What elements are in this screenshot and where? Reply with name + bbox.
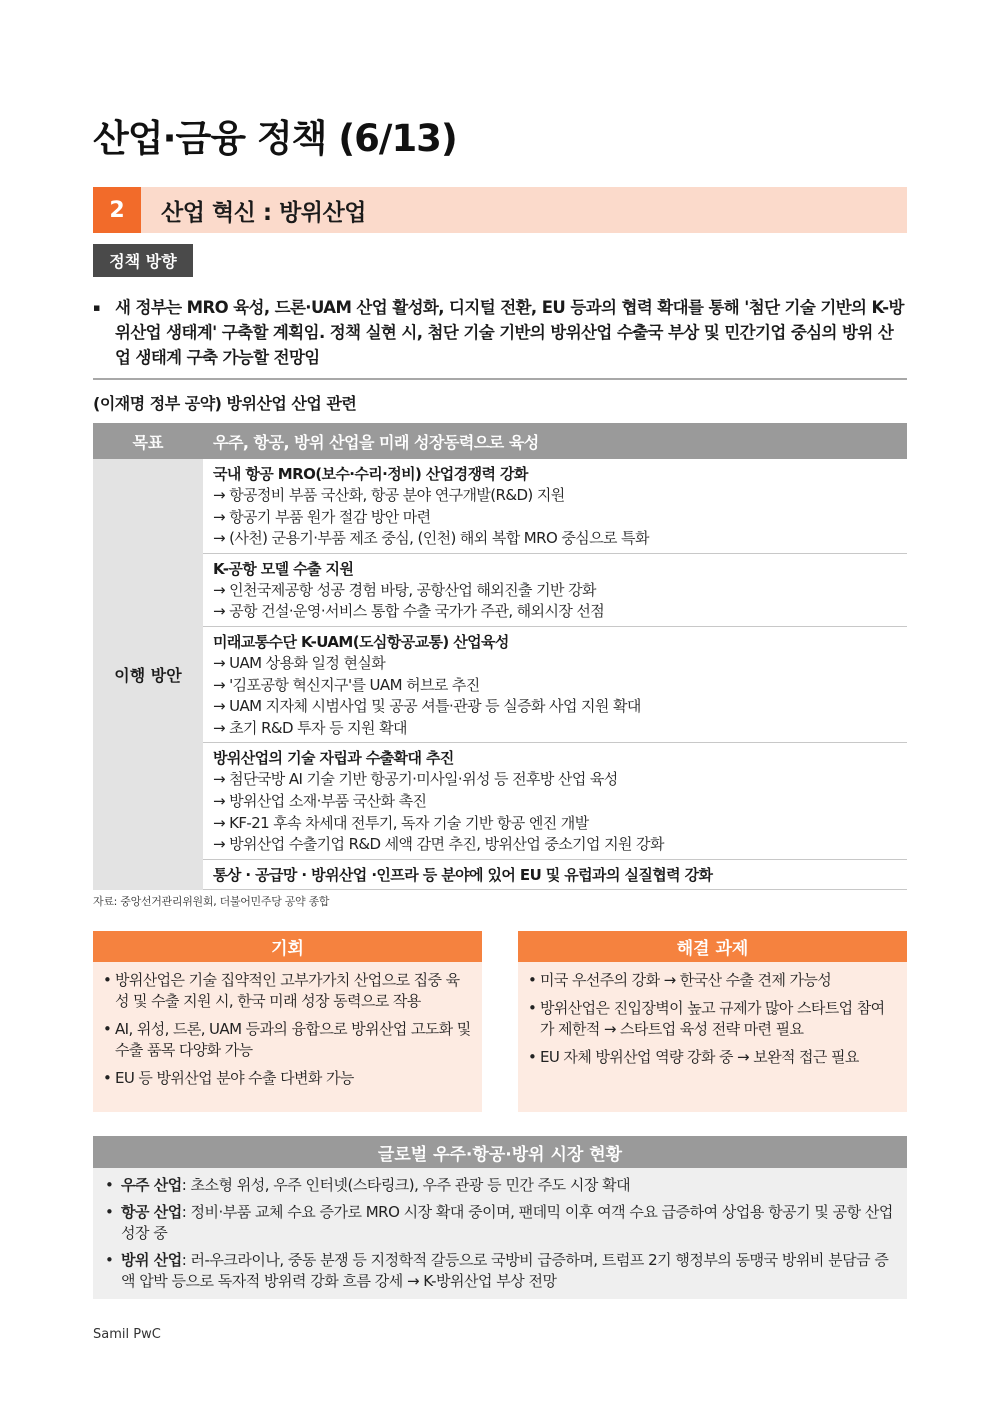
opportunity-title: 기회	[93, 931, 482, 962]
plan-group-title: 방위산업의 기술 자립과 수출확대 추진	[213, 749, 454, 768]
page-title: 산업·금융 정책 (6/13)	[93, 117, 457, 160]
plan-item: → UAM 지자체 시범사업 및 공공 셔틀·관광 등 실증화 사업 지원 확대	[213, 697, 641, 716]
plan-item: → 항공정비 부품 국산화, 항공 분야 연구개발(R&D) 지원	[213, 486, 565, 504]
plan-item: → 방위산업 수출기업 R&D 세액 감면 추진, 방위산업 중소기업 지원 강화	[213, 835, 664, 854]
policy-summary	[93, 295, 907, 370]
source-note: 자료: 중앙선거관리위원회, 더불어민주당 공약 종합	[93, 895, 330, 908]
market-item-label: 우주 산업	[121, 1176, 182, 1194]
market-status-box	[93, 1136, 907, 1299]
market-item-text: : 초소형 위성, 우주 인터넷(스타링크), 우주 관광 등 민간 주도 시장 확대	[181, 1176, 631, 1194]
table-heading: (이재명 정부 공약) 방위산업 산업 관련	[93, 394, 357, 413]
plan-item: → KF-21 후속 차세대 전투기, 독자 기술 기반 항공 엔진 개발	[213, 813, 589, 832]
plan-group	[203, 860, 907, 890]
plan-item: → 항공기 부품 원가 절감 방안 마련	[213, 507, 431, 526]
plan-group	[203, 554, 907, 627]
plan-group-title: K-공항 모델 수출 지원	[213, 559, 354, 578]
goal-label: 목표	[132, 432, 164, 452]
implementation-row	[93, 459, 907, 890]
plan-item: → 공항 건설·운영·서비스 통합 수출 국가가 주관, 해외시장 선점	[213, 602, 605, 621]
list-item: • EU 등 방위산업 분야 수출 다변화 가능	[103, 1068, 472, 1089]
implementation-label: 이행 방안	[93, 459, 203, 890]
list-item: • AI, 위성, 드론, UAM 등과의 융합으로 방위산업 고도화 및 수출 품목 다양화 가능	[103, 1019, 472, 1061]
plan-item: → 초기 R&D 투자 등 지원 확대	[213, 718, 407, 737]
list-item	[101, 1250, 899, 1292]
market-item-text: : 정비·부품 교체 수요 증가로 MRO 시장 확대 중이며, 팬데믹 이후 여객 수요 급증하여 상업용 항공기 및 공항 산업 성장 중	[121, 1203, 893, 1242]
opportunity-list	[93, 962, 482, 1089]
plan-group-title: 국내 항공 MRO(보수·수리·정비) 산업경쟁력 강화	[213, 465, 528, 483]
list-item: • EU 자체 방위산업 역량 강화 중 → 보완적 접근 필요	[528, 1047, 897, 1068]
market-item-label: 방위 산업	[121, 1251, 182, 1269]
plan-group	[203, 627, 907, 743]
plan-item: → UAM 상용화 일정 현실화	[213, 653, 386, 672]
plan-group-title: 통상 · 공급망 · 방위산업 ·인프라 등 분야에 있어 EU 및 유럽과의 실질협력 강화	[213, 865, 713, 884]
plan-item: → 첨단국방 AI 기술 기반 항공기·미사일·위성 등 전후방 산업 육성	[213, 770, 618, 789]
section-number: 2	[93, 187, 141, 233]
section-header	[93, 187, 907, 233]
market-item-text: : 러-우크라이나, 중동 분쟁 등 지정학적 갈등으로 국방비 급증하며, 트럼프 2기 행정부의 동맹국 방위비 분담금 증액 압박 등으로 독자적 방위력 강화 흐름 강세 → K-방위산업 부상 전망	[121, 1251, 889, 1290]
market-title: 글로벌 우주·항공·방위 시장 현황	[93, 1136, 907, 1168]
plan-group-title: 미래교통수단 K-UAM(도심항공교통) 산업육성	[213, 632, 509, 651]
pledge-table	[93, 423, 907, 890]
plan-group	[203, 743, 907, 859]
challenges-title: 해결 과제	[518, 931, 907, 962]
policy-summary-text: 새 정부는 MRO 육성, 드론·UAM 산업 활성화, 디지털 전환, EU 등과의 협력 확대를 통해 '첨단 기술 기반의 K-방위산업 생태계' 구축할 계획임. 정책 실현 시, 첨단 기술 기반의 방위산업 수출국 부상 및 민간기업 중심의 방위 산업 생태계 구축 가능할 전망임	[115, 298, 904, 367]
market-list	[93, 1168, 907, 1292]
implementation-groups	[203, 459, 907, 890]
divider	[93, 378, 907, 380]
list-item: • 미국 우선주의 강화 → 한국산 수출 견제 가능성	[528, 970, 897, 991]
list-item: • 방위산업은 진입장벽이 높고 규제가 많아 스타트업 참여가 제한적 → 스타트업 육성 전략 마련 필요	[528, 998, 897, 1040]
policy-direction-tag: 정책 방향	[93, 244, 193, 277]
square-bullet-icon: ▪	[93, 301, 101, 314]
market-item-label: 항공 산업	[121, 1203, 182, 1221]
plan-item: → '김포공항 혁신지구'를 UAM 허브로 추진	[213, 675, 480, 694]
list-item	[101, 1202, 899, 1244]
plan-item: → 방위산업 소재·부품 국산화 촉진	[213, 791, 427, 810]
plan-group	[203, 459, 907, 554]
list-item: • 방위산업은 기술 집약적인 고부가가치 산업으로 집중 육성 및 수출 지원 시, 한국 미래 성장 동력으로 작용	[103, 970, 472, 1012]
challenges-list	[518, 962, 907, 1068]
goal-text: 우주, 항공, 방위 산업을 미래 성장동력으로 육성	[213, 432, 539, 452]
plan-item: → 인천국제공항 성공 경험 바탕, 공항산업 해외진출 기반 강화	[213, 580, 596, 599]
section-title: 산업 혁신 : 방위산업	[161, 199, 366, 226]
challenges-box	[518, 931, 907, 1112]
footer-brand: Samil PwC	[93, 1327, 161, 1342]
plan-item: → (사천) 군용기·부품 제조 중심, (인천) 해외 복합 MRO 중심으로 특화	[213, 529, 649, 548]
goal-row	[93, 423, 907, 459]
opportunity-box	[93, 931, 482, 1112]
list-item	[101, 1175, 899, 1196]
